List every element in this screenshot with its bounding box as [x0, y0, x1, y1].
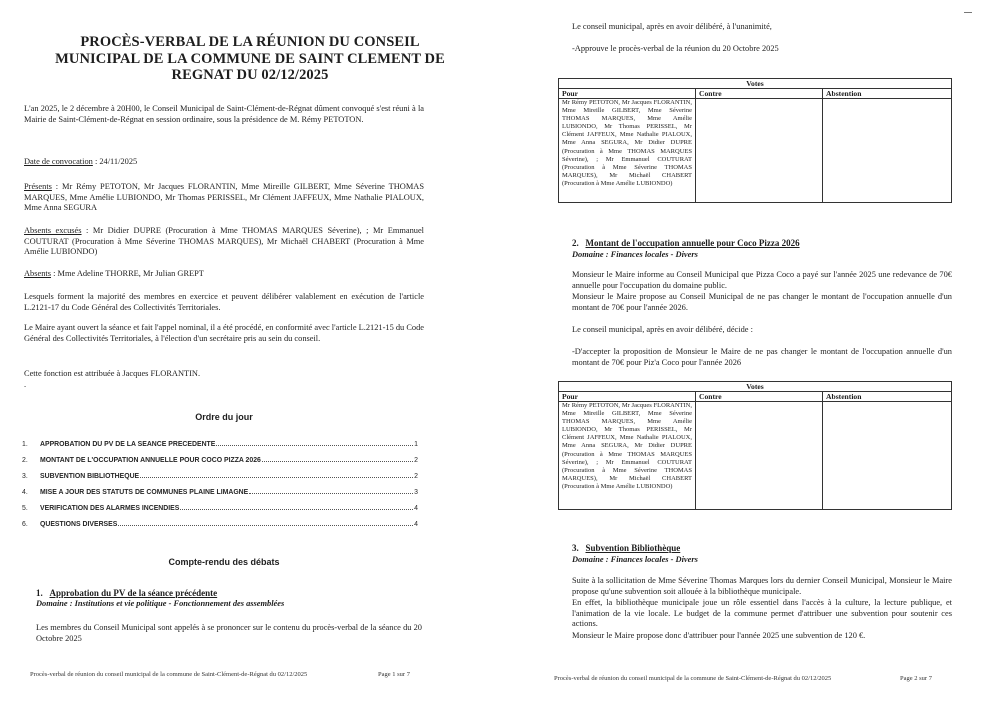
- agenda-item[interactable]: [22, 470, 418, 480]
- section-2-domain: Domaine : Finances locales - Divers: [572, 250, 698, 259]
- column-header-pour: Pour: [559, 392, 696, 402]
- agenda-item-page: 3: [414, 489, 418, 496]
- agenda-item-page: 4: [414, 521, 418, 528]
- bullet-dot: .: [24, 380, 27, 389]
- excuses-value: : Mr Didier DUPRE (Procuration à Mme THOMAS MARQUES Séverine), ; Mr Emmanuel COUTURAT (Procuration à Mme Séverine THOMAS MARQUES), Mr Michaël CHABERT (Procuration à Mme Amélie LUBIONDO): [24, 226, 424, 257]
- intro-paragraph: L'an 2025, le 2 décembre à 20H00, le Conseil Municipal de Saint-Clément-de-Régnat dûment convoqué s'est réuni à la Mairie de Saint-Clément-de-Régnat en session ordinaire, sous la présidence de M. Rémy PETOTON.: [24, 104, 424, 124]
- presents-value: : Mr Rémy PETOTON, Mr Jacques FLORANTIN, Mme Mireille GILBERT, Mme Séverine THOMAS MARQUES, Mme Amélie LUBIONDO, Mr Thomas PERISSEL, Mr Clément JAFFEUX, Mme Nathalie PIALOUX, Mme Anna SEGURA: [24, 182, 424, 213]
- column-header-contre: Contre: [696, 392, 823, 402]
- footer-text: Procès-verbal de réunion du conseil municipal de la commune de Saint-Clément-de-Régnat du 02/12/2025: [30, 671, 308, 678]
- agenda-item-label: MONTANT DE L'OCCUPATION ANNUELLE POUR COCO PIZZA 2026: [40, 457, 261, 464]
- footer-text: Procès-verbal de réunion du conseil municipal de la commune de Saint-Clément-de-Régnat du 02/12/2025: [554, 675, 832, 682]
- votes-pour-cell: Mr Rémy PETOTON, Mr Jacques FLORANTIN, Mme Mireille GILBERT, Mme Séverine THOMAS MARQUES, Mme Amélie LUBIONDO, Mr Thomas PERISSEL, Mr Clément JAFFEUX, Mme Nathalie PIALOUX, Mme Anna SEGURA, Mr Didier DUPRE (Procuration à Mme THOMAS MARQUES Séverine), ; Mr Emmanuel COUTURAT (Procuration à Mme Séverine THOMAS MARQUES), Mr Michaël CHABERT (Procuration à Mme Amélie LUBIONDO): [559, 402, 696, 510]
- section-3-number: 3.: [572, 543, 579, 553]
- leader-dots: [140, 476, 413, 478]
- convocation-label: Date de convocation: [24, 157, 93, 166]
- leader-dots: [249, 492, 413, 494]
- section-2-heading: [572, 238, 800, 248]
- secretary-paragraph: Le Maire ayant ouvert la séance et fait l'appel nominal, il a été procédé, en conformité avec l'article L.2121-15 du Code Général des Collectivités Territoriales, à l'élection d'un secrétaire pris au sein du conseil.: [24, 323, 424, 343]
- section-1-number: 1.: [36, 588, 43, 598]
- convocation-line: [24, 157, 424, 168]
- presents-paragraph: [24, 182, 424, 214]
- agenda-item-number: 1.: [22, 441, 28, 448]
- column-header-pour: Pour: [559, 89, 696, 99]
- leader-dots: [180, 508, 413, 510]
- votes-abstention-cell: [823, 402, 952, 510]
- convocation-value: : 24/11/2025: [92, 157, 138, 166]
- column-header-abstention: Abstention: [823, 392, 952, 402]
- approval-line: -Approuve le procès-verbal de la réunion du 20 Octobre 2025: [572, 44, 779, 53]
- scan-mark: [964, 12, 972, 13]
- absents-label: Absents: [24, 269, 51, 278]
- agenda-item-label: QUESTIONS DIVERSES: [40, 521, 118, 528]
- section-3-heading: [572, 543, 680, 553]
- votes-contre-cell: [696, 402, 823, 510]
- votes-caption: Votes: [559, 382, 952, 392]
- section-1-text: Les membres du Conseil Municipal sont appelés à se prononcer sur le contenu du procès-verbal de la séance du 20 Octobre 2025: [36, 623, 422, 643]
- attribution-line: Cette fonction est attribuée à Jacques FLORANTIN.: [24, 369, 201, 378]
- section-2-paragraph-1: Monsieur le Maire informe au Conseil Municipal que Pizza Coco a payé sur l'année 2025 une redevance de 70€ annuelle pour l'occupation du domaine public.: [572, 270, 952, 290]
- document-page-2: [500, 0, 1000, 716]
- agenda-item[interactable]: [22, 486, 418, 496]
- section-2-number: 2.: [572, 238, 579, 248]
- agenda-item-number: 3.: [22, 473, 28, 480]
- page-number: Page 1 sur 7: [378, 671, 410, 678]
- agenda-item-label: VERIFICATION DES ALARMES INCENDIES: [40, 505, 180, 512]
- section-1-title: Approbation du PV de la séance précédente: [49, 588, 218, 598]
- column-header-contre: Contre: [696, 89, 823, 99]
- votes-table-1: [558, 78, 952, 203]
- excuses-paragraph: [24, 226, 424, 258]
- agenda-item-number: 4.: [22, 489, 28, 496]
- agenda-title: Ordre du jour: [195, 412, 253, 422]
- section-2-decision: Le conseil municipal, après en avoir délibéré, décide :: [572, 325, 753, 334]
- agenda-item[interactable]: [22, 502, 418, 512]
- agenda-item-number: 5.: [22, 505, 28, 512]
- agenda-item-page: 4: [414, 505, 418, 512]
- section-2-acceptance: -D'accepter la proposition de Monsieur le Maire de ne pas changer le montant de l'occupation annuelle d'un montant de 70€ pour Piz'a Coco pour l'année 2026: [572, 347, 952, 367]
- votes-caption: Votes: [559, 79, 952, 89]
- presents-label: Présents: [24, 182, 52, 191]
- absents-value: : Mme Adeline THORRE, Mr Julian GREPT: [51, 269, 204, 278]
- column-header-abstention: Abstention: [823, 89, 952, 99]
- section-2-paragraph-2: Monsieur le Maire propose au Conseil Municipal de ne pas changer le montant de l'occupation annuelle d'un montant de 70€ pour l'année 2026.: [572, 292, 952, 312]
- agenda-item-page: 2: [414, 473, 418, 480]
- agenda-item[interactable]: [22, 454, 418, 464]
- excuses-label: Absents excusés: [24, 226, 82, 235]
- agenda-item-page: 1: [414, 441, 418, 448]
- agenda-item-number: 6.: [22, 521, 28, 528]
- leader-dots: [262, 460, 413, 462]
- agenda-item-label: APPROBATION DU PV DE LA SEANCE PRECEDENTE: [40, 441, 216, 448]
- agenda-item-label: SUBVENTION BIBLIOTHEQUE: [40, 473, 140, 480]
- debates-title: Compte-rendu des débats: [168, 557, 280, 567]
- votes-pour-cell: Mr Rémy PETOTON, Mr Jacques FLORANTIN, Mme Mireille GILBERT, Mme Séverine THOMAS MARQUES, Mme Amélie LUBIONDO, Mr Thomas PERISSEL, Mr Clément JAFFEUX, Mme Nathalie PIALOUX, Mme Anna SEGURA, Mr Didier DUPRE (Procuration à Mme THOMAS MARQUES Séverine), ; Mr Emmanuel COUTURAT (Procuration à Mme Séverine THOMAS MARQUES), Mr Michaël CHABERT (Procuration à Mme Amélie LUBIONDO): [559, 99, 696, 203]
- section-2-title: Montant de l'occupation annuelle pour Coco Pizza 2026: [585, 238, 800, 248]
- agenda-item-number: 2.: [22, 457, 28, 464]
- section-3-paragraph-3: Monsieur le Maire propose donc d'attribuer pour l'année 2025 une subvention de 120 €.: [572, 631, 866, 640]
- leader-dots: [118, 524, 413, 526]
- section-3-paragraph-2: En effet, la bibliothèque municipale joue un rôle essentiel dans l'accès à la culture, la lecture publique, et l'animation de la vie locale. Le budget de la commune permet d'attribuer une subvention pour soutenir ces actions.: [572, 598, 952, 629]
- votes-contre-cell: [696, 99, 823, 203]
- page-number: Page 2 sur 7: [900, 675, 932, 682]
- section-3-title: Subvention Bibliothèque: [585, 543, 681, 553]
- agenda-item[interactable]: [22, 438, 418, 448]
- section-1-domain: Domaine : Institutions et vie politique - Fonctionnement des assemblées: [36, 599, 285, 608]
- section-3-paragraph-1: Suite à la sollicitation de Mme Séverine Thomas Marques lors du dernier Conseil Municipal, Monsieur le Maire propose qu'une subvention soit allouée à la bibliothèque municipale.: [572, 576, 952, 596]
- leader-dots: [216, 444, 413, 446]
- absents-line: [24, 269, 424, 280]
- votes-table-2: [558, 381, 952, 510]
- section-3-domain: Domaine : Finances locales - Divers: [572, 555, 698, 564]
- agenda-item-page: 2: [414, 457, 418, 464]
- deliberation-line: Le conseil municipal, après en avoir délibéré, à l'unanimité,: [572, 22, 772, 31]
- votes-abstention-cell: [823, 99, 952, 203]
- majority-paragraph: Lesquels forment la majorité des membres en exercice et peuvent délibérer valablement en exécution de l'article L.2121-17 du Code Général des Collectivités Territoriales.: [24, 292, 424, 312]
- agenda-item[interactable]: [22, 518, 418, 528]
- agenda-item-label: MISE A JOUR DES STATUTS DE COMMUNES PLAINE LIMAGNE: [40, 489, 249, 496]
- section-1-heading: [36, 588, 217, 598]
- page-title: PROCÈS-VERBAL DE LA RÉUNION DU CONSEIL MUNICIPAL DE LA COMMUNE DE SAINT CLEMENT DE REGNAT DU 02/12/2025: [55, 34, 445, 83]
